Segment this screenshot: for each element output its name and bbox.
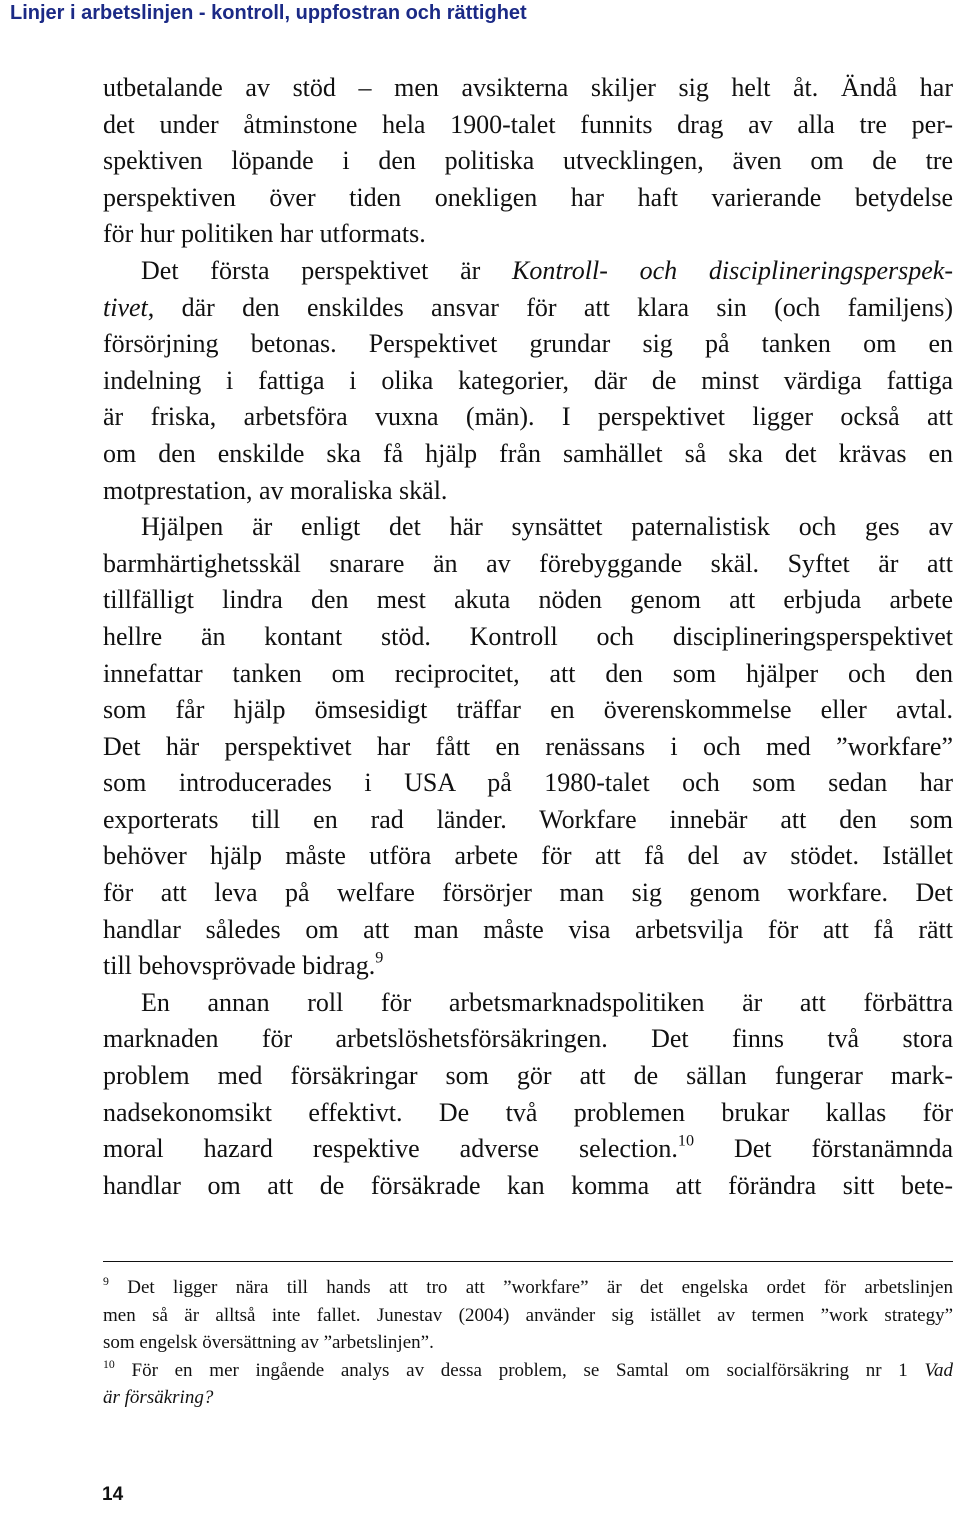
text-line: En annan roll för arbetsmarknadspolitiken är att förbättra: [141, 987, 953, 1017]
text-line: motprestation, av moraliska skäl.: [103, 475, 448, 505]
text-segment: moral hazard respektive adverse selection.: [103, 1134, 678, 1164]
text-line: problem med försäkringar som gör att de sällan fungerar mark-: [103, 1061, 953, 1091]
footnote-line: som engelsk översättning av ”arbetslinjen”.: [103, 1332, 434, 1353]
text-line: som introducerades i USA på 1980-talet och som sedan har: [103, 768, 953, 798]
italic-title: är försäkring?: [103, 1387, 214, 1408]
running-header: Linjer i arbetslinjen - kontroll, uppfostran och rättighet: [10, 2, 527, 24]
text-line: för att leva på welfare försörjer man sig genom workfare. Det: [103, 878, 953, 908]
text-line: hellre än kontant stöd. Kontroll och disciplineringsperspektivet: [103, 621, 953, 651]
body-text: [103, 70, 953, 1204]
text-line: barmhärtighetsskäl snarare än av förebyggande skäl. Syftet är att: [103, 548, 953, 578]
italic-title: Vad: [924, 1359, 953, 1381]
text-line: som får hjälp ömsesidigt träffar en överenskommelse eller avtal.: [103, 695, 953, 725]
text-line: handlar om att de försäkrade kan komma att förändra sitt bete-: [103, 1170, 953, 1200]
text-line: utbetalande av stöd – men avsikterna skiljer sig helt åt. Ändå har: [103, 73, 953, 102]
text-line: [103, 253, 953, 290]
text-line: Det här perspektivet har fått en renässans i och med ”workfare”: [103, 731, 953, 761]
footnote-ref: 9: [375, 949, 384, 967]
text-line: om den enskilde ska få hjälp från samhället så ska det krävas en: [103, 438, 953, 468]
text-segment: Det förstanämnda: [694, 1134, 953, 1164]
text-line: det under åtminstone hela 1900-talet funnits drag av alla tre per-: [103, 109, 953, 139]
footnote-marker: 10: [103, 1357, 115, 1371]
footnote-10: [103, 1357, 953, 1385]
text-line: innefattar tanken om reciprocitet, att den som hjälper och den: [103, 658, 953, 688]
text-line: nadsekonomsikt effektivt. De två problemen brukar kallas för: [103, 1097, 953, 1127]
text-line: är friska, arbetsföra vuxna (män). I perspektivet ligger också att: [103, 402, 953, 432]
text-line: [103, 290, 953, 327]
text-line: perspektiven över tiden onekligen har haft varierande betydelse: [103, 182, 953, 212]
text-line: försörjning betonas. Perspektivet grundar sig på tanken om en: [103, 329, 953, 359]
footnote-marker: 9: [103, 1274, 109, 1288]
text-line: spektiven löpande i den politiska utvecklingen, även om de tre: [103, 146, 953, 176]
page-number: 14: [102, 1484, 124, 1505]
text-line: [103, 1131, 953, 1168]
text-line: Hjälpen är enligt det här synsättet paternalistisk och ges av: [141, 512, 953, 542]
text-line: indelning i fattiga i olika kategorier, där de minst värdiga fattiga: [103, 365, 953, 395]
italic-term: tivet: [103, 292, 148, 322]
text-line: behöver hjälp måste utföra arbete för att få del av stödet. Istället: [103, 841, 953, 871]
italic-term: Kontroll- och disciplineringsperspek-: [512, 255, 953, 285]
text-line: [103, 948, 953, 985]
text-segment: till behovsprövade bidrag.: [103, 951, 376, 981]
footnotes: [103, 1274, 953, 1412]
text-segment: Det första perspektivet är: [141, 255, 481, 285]
text-line: exporterats till en rad länder. Workfare innebär att den som: [103, 804, 953, 834]
text-line: marknaden för arbetslöshetsförsäkringen. Det finns två stora: [103, 1024, 953, 1054]
text-segment: , där den enskildes ansvar för att klara sin (och familjens): [147, 292, 953, 322]
footnote-divider: [103, 1261, 953, 1262]
footnote-line: [103, 1384, 953, 1412]
footnote-line: men så är alltså inte fallet. Junestav (2004) använder sig istället av termen ”work strategy”: [103, 1304, 953, 1326]
text-line: tillfälligt lindra den mest akuta nöden genom att erbjuda arbete: [103, 585, 953, 615]
footnote-ref: 10: [677, 1132, 695, 1150]
text-line: handlar således om att man måste visa arbetsvilja för att få rätt: [103, 914, 953, 944]
footnote-9: [103, 1274, 953, 1302]
footnote-text: Det ligger nära till hands att tro att ”workfare” är det engelska ordet för arbetslinjen: [108, 1277, 953, 1298]
footnote-text: För en mer ingående analys av dessa problem, se Samtal om socialförsäkring nr 1: [114, 1359, 908, 1381]
text-line: för hur politiken har utformats.: [103, 219, 426, 249]
